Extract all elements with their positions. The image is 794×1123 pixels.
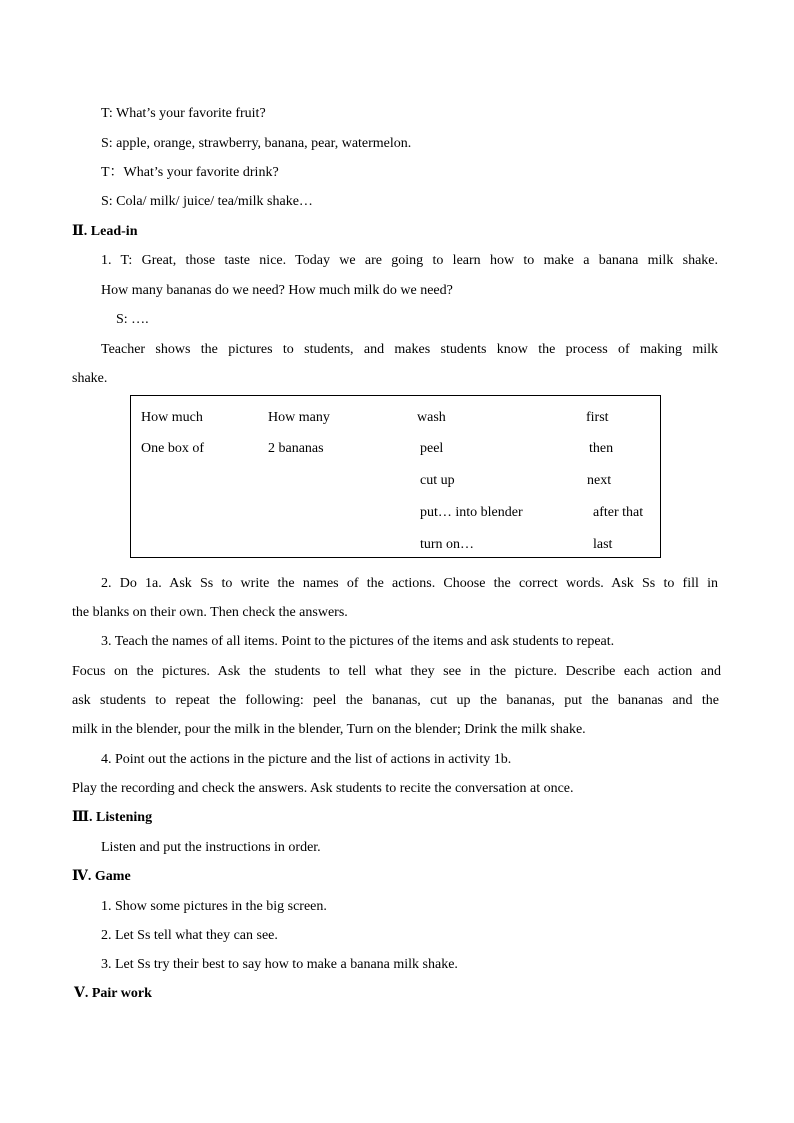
intro-line-1: T: What’s your favorite fruit? (101, 106, 266, 121)
lead-in-step1-line1: 1. T: Great, those taste nice. Today we are going to learn how to make a banana milk shake. (101, 253, 718, 268)
teacher-line-2: shake. (72, 371, 108, 386)
student-reply: S: …. (116, 312, 149, 327)
table-action-wash: wash (417, 410, 446, 425)
step4-line-2: Play the recording and check the answers. Ask students to recite the conversation at once. (72, 781, 574, 796)
game-heading: Ⅳ. Game (72, 869, 131, 884)
table-action-turn-on: turn on… (420, 537, 475, 552)
table-seq-first: first (586, 410, 609, 425)
pair-work-heading: Ⅴ. Pair work (74, 986, 152, 1001)
listening-text: Listen and put the instructions in order. (101, 840, 321, 855)
table-action-put-into-blender: put… into blender (420, 505, 523, 520)
process-table (130, 395, 661, 558)
table-seq-after-that: after that (593, 505, 644, 520)
intro-line-4: S: Cola/ milk/ juice/ tea/milk shake… (101, 194, 313, 209)
table-seq-then: then (589, 441, 614, 456)
table-2-bananas: 2 bananas (268, 441, 324, 456)
teacher-line-1: Teacher shows the pictures to students, and makes students know the process of making milk (101, 342, 718, 357)
table-seq-next: next (587, 473, 612, 488)
lead-in-heading: Ⅱ. Lead-in (72, 224, 138, 239)
table-how-many: How many (268, 410, 330, 425)
intro-line-2: S: apple, orange, strawberry, banana, pear, watermelon. (101, 136, 412, 151)
intro-line-3: T：What’s your favorite drink? (101, 165, 279, 180)
step4-line-1: 4. Point out the actions in the picture and the list of actions in activity 1b. (101, 752, 512, 767)
table-how-much: How much (141, 410, 203, 425)
game-item-2: 2. Let Ss tell what they can see. (101, 928, 278, 943)
step3-line-2: Focus on the pictures. Ask the students to tell what they see in the picture. Describe each action and (72, 664, 721, 679)
table-seq-last: last (593, 537, 613, 552)
table-action-cut-up: cut up (420, 473, 455, 488)
table-action-peel: peel (420, 441, 444, 456)
game-item-1: 1. Show some pictures in the big screen. (101, 899, 327, 914)
listening-heading: Ⅲ. Listening (72, 810, 153, 825)
game-item-3: 3. Let Ss try their best to say how to make a banana milk shake. (101, 957, 458, 972)
step3-line-3: ask students to repeat the following: peel the bananas, cut up the bananas, put the bananas and the (72, 693, 719, 708)
table-one-box-of: One box of (141, 441, 204, 456)
step3-line-4: milk in the blender, pour the milk in the blender, Turn on the blender; Drink the milk shake. (72, 722, 586, 737)
lead-in-step1-line2: How many bananas do we need? How much milk do we need? (101, 283, 453, 298)
step2-line-1: 2. Do 1a. Ask Ss to write the names of the actions. Choose the correct words. Ask Ss to fill in (101, 576, 718, 591)
step2-line-2: the blanks on their own. Then check the answers. (72, 605, 348, 620)
step3-line-1: 3. Teach the names of all items. Point to the pictures of the items and ask students to repeat. (101, 634, 615, 649)
